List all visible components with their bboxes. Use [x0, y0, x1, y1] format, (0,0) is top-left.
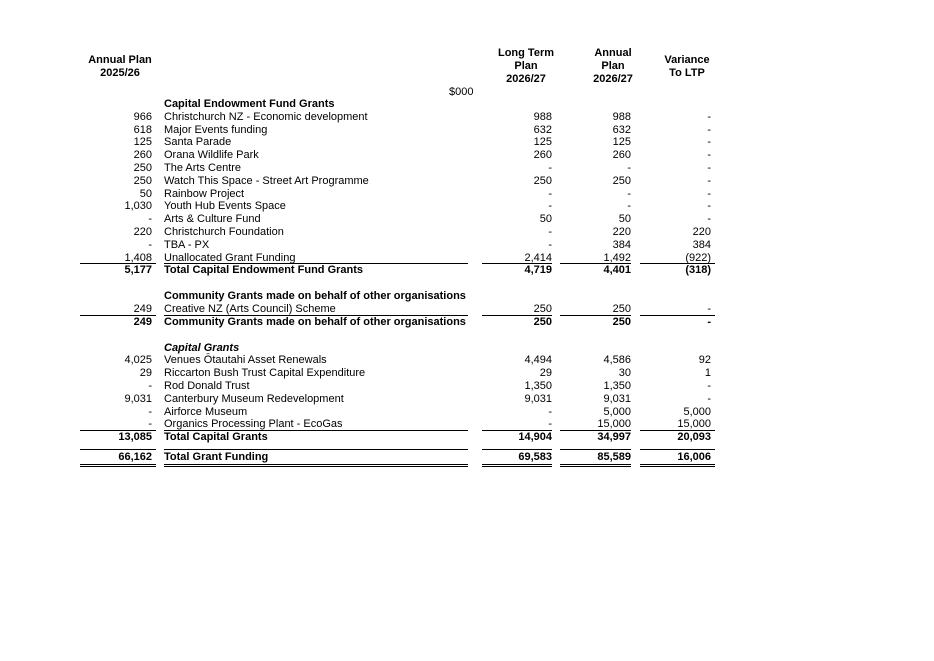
annual-plan-2026-cell: 34,997 — [597, 431, 631, 444]
variance-cell: 5,000 — [683, 405, 711, 418]
long-term-plan-cell: 250 — [533, 315, 552, 328]
annual-plan-2025-cell: - — [148, 380, 152, 392]
header-line: Long Term — [497, 47, 554, 59]
variance-cell: (318) — [685, 264, 711, 277]
section-total-row — [0, 431, 934, 444]
long-term-plan-cell: 4,494 — [524, 354, 552, 367]
header-annual-plan-2026 — [585, 47, 641, 86]
description-cell: Christchurch Foundation — [164, 226, 284, 238]
description-cell: Riccarton Bush Trust Capital Expenditure — [164, 367, 366, 380]
long-term-plan-cell: - — [548, 187, 552, 200]
grand-total-bottom-rule — [482, 466, 552, 467]
table-row — [0, 239, 934, 252]
unit-label: $000 — [449, 86, 474, 98]
table-row — [0, 367, 934, 380]
grand-total-bottom-rule — [640, 464, 715, 465]
annual-plan-2025-cell: 9,031 — [124, 392, 152, 405]
annual-plan-2025-cell: 50 — [139, 187, 152, 200]
annual-plan-2026-cell: 15,000 — [597, 418, 631, 431]
variance-cell: - — [707, 392, 711, 405]
annual-plan-2026-cell: - — [627, 162, 631, 174]
long-term-plan-cell: - — [548, 238, 552, 251]
section-heading-row — [0, 98, 934, 111]
annual-plan-2026-cell: 260 — [612, 149, 631, 162]
header-line: Plan — [514, 60, 538, 72]
annual-plan-2025-cell: 220 — [133, 226, 152, 238]
long-term-plan-cell: 250 — [533, 303, 552, 315]
annual-plan-2026-cell: 250 — [612, 174, 631, 187]
variance-cell: 92 — [698, 354, 711, 367]
variance-cell: 1 — [704, 367, 711, 380]
grand-total-top-rule — [482, 449, 552, 450]
description-cell: Canterbury Museum Redevelopment — [164, 392, 344, 405]
variance-cell: 220 — [692, 226, 711, 238]
grand-total-bottom-rule — [80, 464, 156, 465]
grand-total-bottom-rule — [482, 464, 552, 465]
annual-plan-2025-cell: 618 — [133, 123, 152, 136]
annual-plan-2025-cell: 5,177 — [124, 264, 152, 277]
section-total-row — [0, 264, 934, 277]
annual-plan-2025-cell: - — [148, 418, 152, 431]
long-term-plan-cell: 988 — [533, 110, 552, 123]
long-term-plan-cell: 4,719 — [524, 264, 552, 277]
table-row — [0, 162, 934, 175]
description-cell: Orana Wildlife Park — [164, 149, 259, 162]
grand-total-bottom-rule — [80, 466, 156, 467]
annual-plan-2026-cell: 988 — [612, 110, 631, 123]
section-heading-row — [0, 290, 934, 303]
description-cell: Rod Donald Trust — [164, 380, 250, 392]
long-term-plan-cell: 29 — [539, 367, 552, 380]
description-cell: Major Events funding — [164, 123, 268, 136]
grand-total-row — [0, 451, 934, 464]
variance-cell: 384 — [692, 238, 711, 251]
annual-plan-2026-cell: 5,000 — [603, 405, 631, 418]
annual-plan-2026-cell: 250 — [612, 303, 631, 315]
table-row — [0, 200, 934, 213]
section-heading-row — [0, 342, 934, 355]
table-row — [0, 393, 934, 406]
grand-total-bottom-rule — [560, 466, 631, 467]
variance-cell: 15,000 — [677, 418, 711, 431]
variance-cell: - — [707, 136, 711, 149]
long-term-plan-cell: - — [548, 405, 552, 418]
annual-plan-2025-cell: 4,025 — [124, 354, 152, 367]
variance-cell: - — [707, 123, 711, 136]
table-row — [0, 226, 934, 239]
description-cell: Total Capital Endowment Fund Grants — [164, 264, 364, 277]
header-line: Annual — [594, 47, 632, 59]
annual-plan-2026-cell: 250 — [612, 315, 631, 328]
annual-plan-2026-cell: - — [627, 187, 631, 200]
long-term-plan-cell: - — [548, 226, 552, 238]
variance-cell: (922) — [685, 251, 711, 264]
variance-cell: - — [707, 200, 711, 213]
annual-plan-2026-cell: 4,586 — [603, 354, 631, 367]
variance-cell: - — [707, 315, 711, 328]
header-long-term-plan — [490, 47, 562, 86]
description-cell: Santa Parade — [164, 136, 232, 149]
annual-plan-2026-cell: - — [627, 200, 631, 213]
annual-plan-2025-cell: 1,030 — [124, 200, 152, 213]
annual-plan-2025-cell: 250 — [133, 162, 152, 174]
variance-cell: - — [707, 162, 711, 174]
long-term-plan-cell: 250 — [533, 174, 552, 187]
header-variance — [655, 54, 719, 80]
table-row — [0, 188, 934, 201]
description-cell: Youth Hub Events Space — [164, 200, 286, 213]
long-term-plan-cell: - — [548, 418, 552, 431]
description-cell: Total Capital Grants — [164, 431, 268, 444]
annual-plan-2025-cell: - — [148, 238, 152, 251]
long-term-plan-cell: 9,031 — [524, 392, 552, 405]
description-cell: Community Grants made on behalf of other organisations — [164, 315, 466, 328]
annual-plan-2025-cell: 1,408 — [124, 251, 152, 264]
annual-plan-2026-cell: 4,401 — [603, 264, 631, 277]
variance-cell: - — [707, 187, 711, 200]
annual-plan-2026-cell: 384 — [612, 238, 631, 251]
grand-total-top-rule — [164, 449, 468, 450]
long-term-plan-cell: 260 — [533, 149, 552, 162]
grand-total-bottom-rule — [560, 464, 631, 465]
table-row — [0, 406, 934, 419]
annual-plan-2025-cell: 125 — [133, 136, 152, 149]
annual-plan-2026-cell: 50 — [618, 213, 631, 226]
table-row — [0, 175, 934, 188]
long-term-plan-cell: 69,583 — [518, 451, 552, 463]
long-term-plan-cell: 14,904 — [518, 431, 552, 444]
header-line: Variance — [664, 54, 710, 66]
header-annual-plan-2025 — [80, 54, 160, 80]
annual-plan-2025-cell: 249 — [133, 315, 152, 328]
section-heading: Capital Endowment Fund Grants — [164, 98, 335, 110]
table-row — [0, 111, 934, 124]
annual-plan-2026-cell: 85,589 — [597, 451, 631, 463]
header-line: 2025/26 — [100, 67, 140, 79]
long-term-plan-cell: 632 — [533, 123, 552, 136]
table-row — [0, 149, 934, 162]
annual-plan-2025-cell: 66,162 — [118, 451, 152, 463]
variance-cell: - — [707, 213, 711, 226]
annual-plan-2026-cell: 632 — [612, 123, 631, 136]
description-cell: Christchurch NZ - Economic development — [164, 110, 368, 123]
grand-total-bottom-rule — [164, 464, 468, 465]
annual-plan-2025-cell: - — [148, 405, 152, 418]
header-line: Annual Plan — [88, 54, 152, 66]
table-row — [0, 124, 934, 137]
description-cell: Rainbow Project — [164, 187, 245, 200]
variance-cell: - — [707, 380, 711, 392]
header-line: Plan — [601, 60, 625, 72]
annual-plan-2025-cell: 29 — [139, 367, 152, 380]
description-cell: Airforce Museum — [164, 405, 248, 418]
header-line: 2026/27 — [506, 73, 546, 85]
grand-total-top-rule — [80, 449, 156, 450]
annual-plan-2026-cell: 30 — [618, 367, 631, 380]
description-cell: Arts & Culture Fund — [164, 213, 261, 226]
annual-plan-2025-cell: 966 — [133, 110, 152, 123]
long-term-plan-cell: 1,350 — [524, 380, 552, 392]
section-heading: Capital Grants — [164, 341, 240, 354]
table-row — [0, 213, 934, 226]
variance-cell: 20,093 — [677, 431, 711, 444]
variance-cell: - — [707, 303, 711, 315]
variance-cell: - — [707, 174, 711, 187]
annual-plan-2025-cell: - — [148, 213, 152, 226]
long-term-plan-cell: 50 — [539, 213, 552, 226]
description-cell: Watch This Space - Street Art Programme — [164, 174, 369, 187]
table-row — [0, 380, 934, 393]
grand-total-bottom-rule — [164, 466, 468, 467]
variance-cell: 16,006 — [677, 451, 711, 463]
annual-plan-2025-cell: 250 — [133, 174, 152, 187]
description-cell: Unallocated Grant Funding — [164, 251, 296, 264]
long-term-plan-cell: 125 — [533, 136, 552, 149]
description-cell: The Arts Centre — [164, 162, 242, 174]
annual-plan-2025-cell: 13,085 — [118, 431, 152, 444]
annual-plan-2026-cell: 125 — [612, 136, 631, 149]
section-total-row — [0, 316, 934, 329]
header-line: 2026/27 — [593, 73, 633, 85]
annual-plan-2026-cell: 220 — [612, 226, 631, 238]
description-cell: Creative NZ (Arts Council) Scheme — [164, 303, 336, 315]
variance-cell: - — [707, 110, 711, 123]
description-cell: Venues Ōtautahi Asset Renewals — [164, 354, 327, 367]
annual-plan-2026-cell: 9,031 — [603, 392, 631, 405]
grand-total-bottom-rule — [640, 466, 715, 467]
header-line: To LTP — [669, 67, 705, 79]
description-cell: Organics Processing Plant - EcoGas — [164, 418, 343, 431]
annual-plan-2026-cell: 1,492 — [603, 251, 631, 264]
table-row — [0, 354, 934, 367]
description-cell: Total Grant Funding — [164, 451, 269, 463]
section-heading: Community Grants made on behalf of other organisations — [164, 290, 466, 303]
table-row — [0, 136, 934, 149]
grand-total-top-rule — [640, 449, 715, 450]
annual-plan-2025-cell: 260 — [133, 149, 152, 162]
description-cell: TBA - PX — [164, 238, 210, 251]
long-term-plan-cell: - — [548, 162, 552, 174]
variance-cell: - — [707, 149, 711, 162]
annual-plan-2026-cell: 1,350 — [603, 380, 631, 392]
grand-total-top-rule — [560, 449, 631, 450]
long-term-plan-cell: - — [548, 200, 552, 213]
annual-plan-2025-cell: 249 — [133, 303, 152, 315]
long-term-plan-cell: 2,414 — [524, 251, 552, 264]
